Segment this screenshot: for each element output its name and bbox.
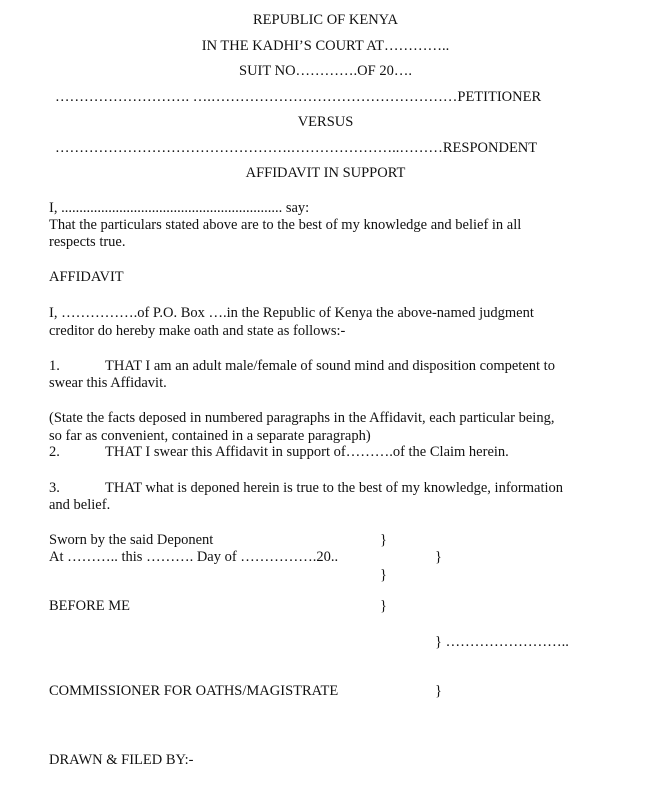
- deponent-signature-line: } ……………………..: [435, 634, 569, 650]
- intro-say: I, ............................................................. say:: [49, 200, 310, 216]
- opening-line-2: creditor do hereby make oath and state as follows:-: [49, 323, 346, 339]
- drawn-filed-label: DRAWN & FILED BY:-: [49, 752, 194, 768]
- instruction-note-2: so far as convenient, contained in a separate paragraph): [49, 428, 371, 444]
- respondent-line: ………………………………………….…………………..………RESPONDENT: [55, 140, 538, 156]
- commissioner-label: COMMISSIONER FOR OATHS/MAGISTRATE: [49, 683, 339, 699]
- republic-heading: REPUBLIC OF KENYA: [252, 12, 398, 28]
- court-heading: IN THE KADHI’S COURT AT…………..: [201, 38, 450, 54]
- brace: }: [380, 567, 387, 583]
- paragraph-1-text: THAT I am an adult male/female of sound mind and disposition competent to: [105, 358, 555, 374]
- affidavit-heading: AFFIDAVIT: [49, 269, 124, 285]
- versus-heading: VERSUS: [297, 114, 354, 130]
- paragraph-2-number: 2.: [49, 444, 60, 460]
- intro-line-1: That the particulars stated above are to the best of my knowledge and belief in all: [49, 217, 522, 233]
- paragraph-3-text: THAT what is deponed herein is true to the best of my knowledge, information: [105, 480, 563, 496]
- brace: }: [435, 549, 442, 565]
- sworn-at-line: At ……….. this ………. Day of …………….20..: [49, 549, 339, 565]
- paragraph-2-text: THAT I swear this Affidavit in support of……….of the Claim herein.: [105, 444, 509, 460]
- brace: }: [435, 683, 442, 699]
- intro-line-2: respects true.: [49, 234, 126, 250]
- before-me-label: BEFORE ME: [49, 598, 130, 614]
- petitioner-line: ………………………. ….……………………………………………PETITIONER: [55, 89, 542, 105]
- paragraph-3-text-cont: and belief.: [49, 497, 111, 513]
- instruction-note-1: (State the facts deposed in numbered paragraphs in the Affidavit, each particular being,: [49, 410, 555, 426]
- sworn-line: Sworn by the said Deponent: [49, 532, 214, 548]
- paragraph-1-number: 1.: [49, 358, 60, 374]
- opening-line-1: I, …………….of P.O. Box ….in the Republic of Kenya the above-named judgment: [49, 305, 534, 321]
- brace: }: [380, 598, 387, 614]
- paragraph-3-number: 3.: [49, 480, 60, 496]
- document-title: AFFIDAVIT IN SUPPORT: [245, 165, 406, 181]
- suit-number: SUIT NO………….OF 20….: [239, 63, 412, 79]
- brace: }: [380, 532, 387, 548]
- paragraph-1-text-cont: swear this Affidavit.: [49, 375, 167, 391]
